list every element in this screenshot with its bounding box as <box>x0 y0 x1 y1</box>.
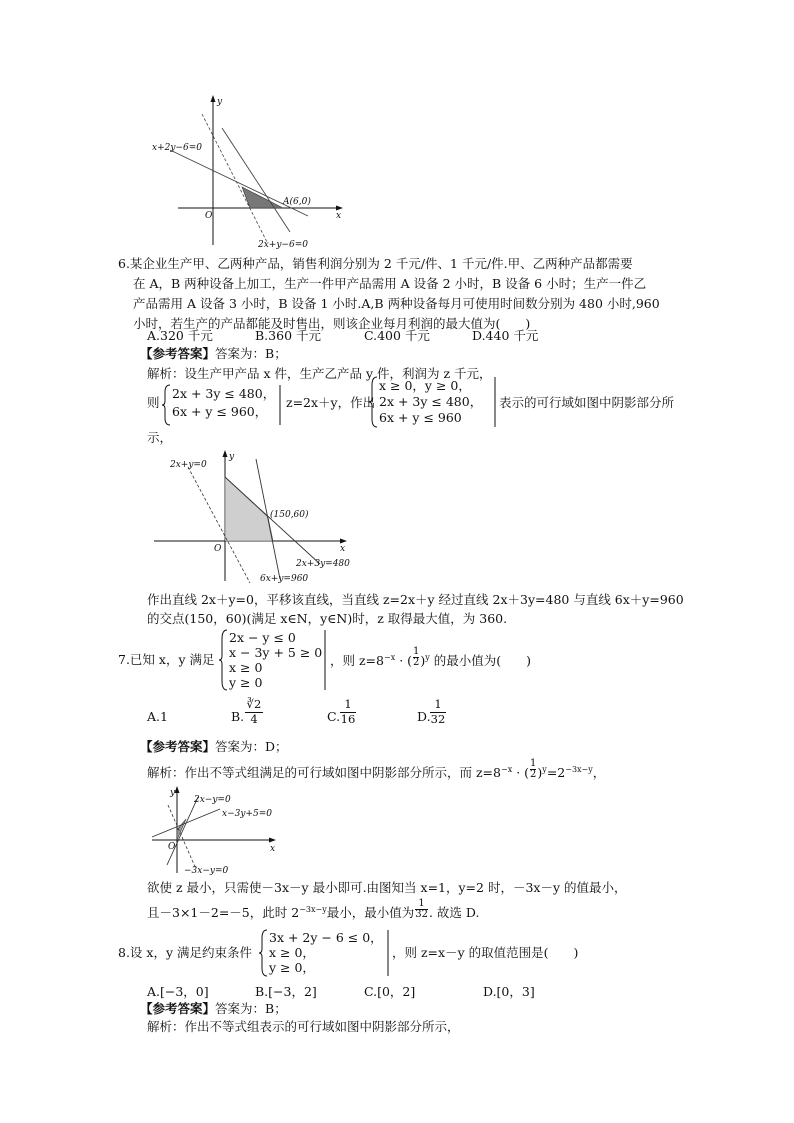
system-row: x ≥ 0 <box>229 660 263 675</box>
expr-text: ，则 z=8 <box>330 653 384 669</box>
answer-label: 【参考答案】 <box>140 346 216 361</box>
q8-answer <box>140 1003 287 1016</box>
q7-option-d-prefix: D. <box>417 709 431 724</box>
expr-text: 的最小值为( ) <box>429 653 532 669</box>
numerator: 1 <box>434 697 442 711</box>
q7-analysis-1 <box>147 758 606 781</box>
y-axis-arrow <box>175 786 180 793</box>
answer-text: 答案为：B； <box>215 1001 287 1016</box>
system-row: x ≥ 0， <box>269 945 315 960</box>
right-bar <box>492 376 498 428</box>
answer-text: 答案为：B； <box>215 346 287 361</box>
line-b-label: x−3y+5=0 <box>222 809 272 819</box>
x-axis-label: x <box>336 211 342 221</box>
right-bar <box>385 929 391 977</box>
q7-option-c-fraction <box>340 699 356 725</box>
y-axis-arrow <box>223 450 228 457</box>
numerator: 1 <box>530 758 537 770</box>
q6-line-3: 产品需用 A 设备 3 小时，B 设备 1 小时.A,B 两种设备每月可使用时间数分别为 480 小时,960 <box>133 296 660 311</box>
exponent: y <box>425 653 430 662</box>
q7-expression <box>330 646 532 669</box>
origin-label: O <box>214 544 222 554</box>
left-brace <box>162 384 172 426</box>
exponent: −x <box>501 765 513 774</box>
q6-then: 则 <box>147 395 160 410</box>
exponent: −x <box>384 653 396 662</box>
system-row: x ≥ 0，y ≥ 0， <box>379 378 471 393</box>
q7-system <box>229 630 322 690</box>
dashed-line <box>202 114 267 242</box>
numerator: 1 <box>418 898 425 910</box>
expr-text: · ( <box>512 765 530 781</box>
answer-label: 【参考答案】 <box>140 739 216 754</box>
q6-analysis-1: 解析：设生产甲产品 x 件，生产乙产品 y 件，利润为 z 千元， <box>147 366 492 381</box>
system-row: y ≥ 0， <box>269 960 315 975</box>
q8-option-c: C.[0，2] <box>364 984 416 999</box>
right-bar <box>277 384 283 426</box>
numerator: 1 <box>344 697 352 711</box>
expr-text: 解析：作出不等式组满足的可行域如图中阴影部分所示，而 z=8 <box>147 765 501 781</box>
denominator: 2 <box>413 657 420 669</box>
q6-feasible: 表示的可行域如图中阴影部分所 <box>499 395 675 410</box>
denominator: 32 <box>415 909 428 921</box>
origin-label: O <box>168 842 176 852</box>
q7-option-a: A.1 <box>147 709 168 724</box>
q7-option-b-prefix: B. <box>231 709 245 724</box>
q6-analysis-3: 的交点(150，60)(满足 x∈N，y∈N)时，z 取得最大值，为 360. <box>147 611 508 626</box>
q6-line-2: 在 A，B 两种设备上加工，生产一件甲产品需用 A 设备 2 小时，B 设备 6 小时；生产一件乙 <box>133 276 647 291</box>
answer-label: 【参考答案】 <box>140 1001 216 1016</box>
system-row: 2x + 3y ≤ 480， <box>172 386 276 401</box>
system-row: 6x + y ≤ 960， <box>172 404 268 419</box>
figure-1-graph <box>150 92 350 252</box>
line-a-label: 2x+y=0 <box>170 460 207 470</box>
expr-text: ) <box>537 765 543 781</box>
q8-option-a: A.[−3，0] <box>147 984 209 999</box>
exponent: −3x−y <box>299 905 327 914</box>
q7-analysis-3 <box>147 898 480 921</box>
numerator: ∛2 <box>246 697 262 711</box>
q6-option-a: A.320 千元 <box>147 328 213 343</box>
q8-option-b: B.[−3，2] <box>255 984 317 999</box>
right-bar <box>322 629 328 691</box>
q8-system <box>269 930 383 975</box>
q6-line-1: 6.某企业生产甲、乙两种产品，销售利润分别为 2 千元/件、1 千元/件.甲、乙两种产品都需要 <box>118 256 633 271</box>
line-x-minus-3y <box>152 809 220 837</box>
q8-prefix: 8.设 x，y 满足约束条件 <box>118 945 252 960</box>
x-axis-arrow <box>336 206 343 211</box>
origin-label: O <box>205 211 213 221</box>
q6-shown: 示， <box>147 430 173 445</box>
q6-option-c: C.400 千元 <box>364 328 430 343</box>
q6-answer <box>140 348 287 361</box>
system-row: y ≥ 0 <box>229 675 263 690</box>
x-axis-label: x <box>340 544 346 554</box>
line-2x-minus-y <box>167 797 198 865</box>
figure-3-graph <box>150 785 280 877</box>
expr-text: · ( <box>395 653 413 669</box>
point-label: (150,60) <box>270 510 309 520</box>
x-axis-arrow <box>269 838 276 843</box>
expr-text: . 故选 D. <box>428 905 480 921</box>
system-row: x − 3y + 5 ≥ 0 <box>229 645 323 660</box>
line-a-label: x+2y−6=0 <box>152 143 202 153</box>
x-axis-arrow <box>340 539 347 544</box>
y-axis-label: y <box>217 97 223 107</box>
fraction <box>530 759 536 780</box>
system-row: 2x + 3y ≤ 480， <box>379 394 483 409</box>
q6-option-d: D.440 千元 <box>472 328 539 343</box>
figure-2-graph <box>150 447 360 587</box>
system-row: 6x + y ≤ 960 <box>379 410 462 425</box>
y-axis-label: y <box>170 788 176 798</box>
left-brace <box>219 629 229 691</box>
q7-option-d-fraction <box>430 699 446 725</box>
left-brace <box>259 929 269 977</box>
line-b-label: 2x+3y=480 <box>296 559 350 569</box>
expr-text: 且－3×1－2=－5，此时 2 <box>147 905 300 921</box>
dashed-line <box>168 805 196 869</box>
q8-suffix: ，则 z=x－y 的取值范围是( ) <box>392 945 579 960</box>
q7-answer <box>140 741 288 754</box>
q6-line-4: 小时，若生产的产品都能及时售出，则该企业每月利润的最大值为( ) <box>133 316 531 331</box>
system-row: 3x + 2y − 6 ≤ 0， <box>269 930 383 945</box>
point-a-label: A(6,0) <box>283 197 311 207</box>
denominator: 4 <box>250 711 258 726</box>
line-c-label: 6x+y=960 <box>260 574 309 584</box>
answer-text: 答案为：D； <box>215 739 288 754</box>
system-row: 2x − y ≤ 0 <box>229 630 296 645</box>
q6-option-b: B.360 千元 <box>255 328 321 343</box>
line-c-label: −3x−y=0 <box>184 866 229 876</box>
y-axis-label: y <box>229 452 235 462</box>
denominator: 32 <box>430 711 446 726</box>
q6-system-2 <box>379 378 482 426</box>
exponent: y <box>542 765 547 774</box>
q6-objective: z=2x＋y，作出 <box>286 395 376 410</box>
expr-text: 最小，最小值为 <box>326 905 415 921</box>
q8-option-d: D.[0，3] <box>483 984 535 999</box>
q7-analysis-2: 欲使 z 最小，只需使－3x－y 最小即可.由图知当 x=1，y=2 时，－3x－y 的值最小， <box>147 880 627 895</box>
exponent: −3x−y <box>565 765 593 774</box>
q7-option-b-fraction <box>245 699 263 725</box>
x-axis-label: x <box>270 844 276 854</box>
q6-system-1 <box>172 387 275 419</box>
q8-analysis-1: 解析：作出不等式组表示的可行域如图中阴影部分所示， <box>147 1019 460 1034</box>
denominator: 2 <box>530 769 537 781</box>
fraction <box>413 647 419 668</box>
expr-text: =2 <box>546 765 566 781</box>
denominator: 16 <box>340 711 356 726</box>
q7-option-c-prefix: C. <box>327 709 341 724</box>
expr-text: ) <box>420 653 426 669</box>
left-brace <box>369 376 379 428</box>
fraction <box>415 899 428 920</box>
numerator: 1 <box>413 646 420 658</box>
expr-text: ， <box>592 765 606 781</box>
q6-analysis-2: 作出直线 2x＋y=0，平移该直线，当直线 z=2x＋y 经过直线 2x＋3y=480 与直线 6x＋y=960 <box>147 592 684 607</box>
y-axis-arrow <box>211 95 216 102</box>
line-b-label: 2x+y−6=0 <box>258 240 308 250</box>
q7-prefix: 7.已知 x，y 满足 <box>118 652 215 667</box>
line-a-label: 2x−y=0 <box>194 795 231 805</box>
